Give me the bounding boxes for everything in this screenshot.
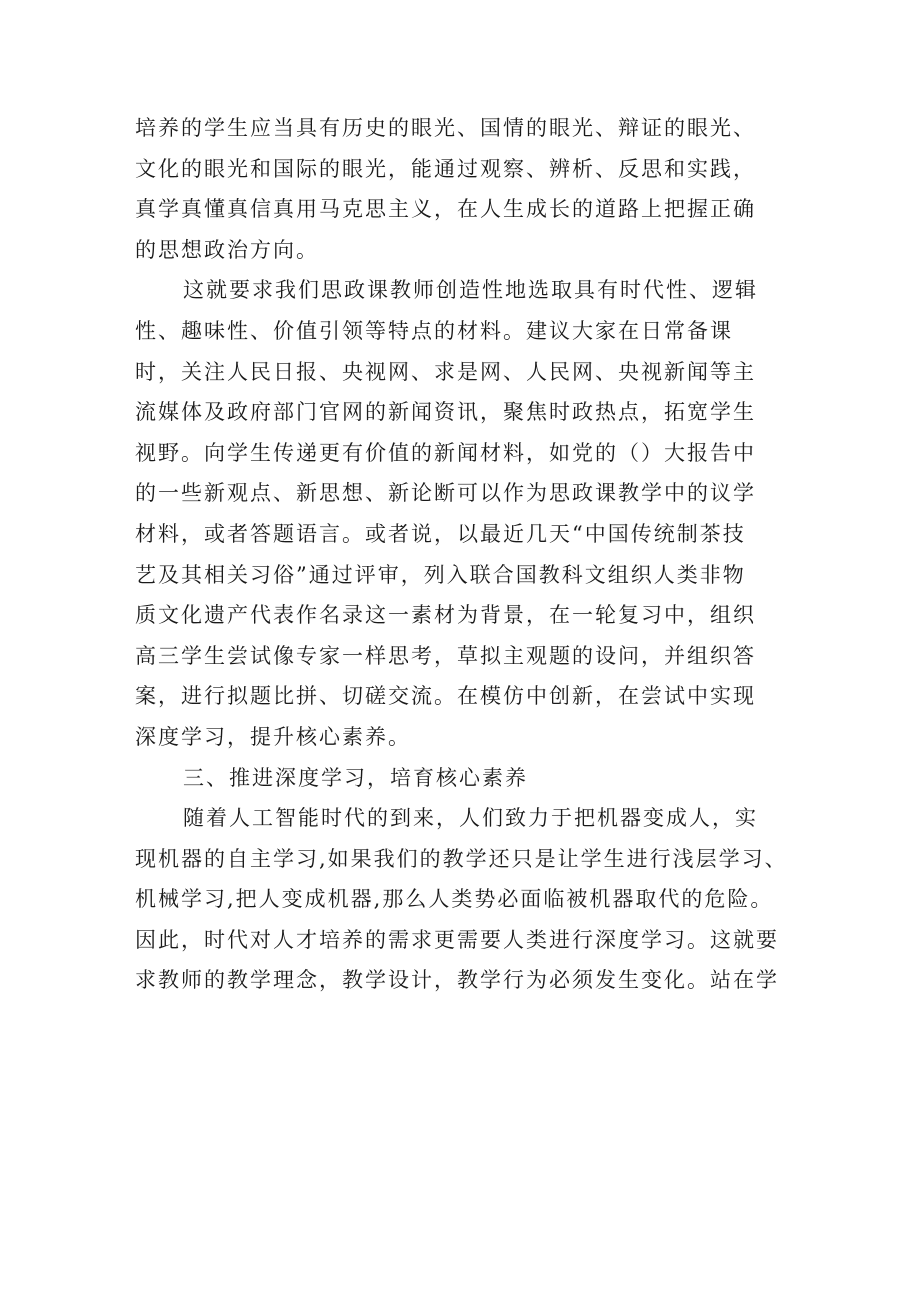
text-line: 文化的眼光和国际的眼光，能通过观察、辨析、反思和实践， (135, 156, 756, 181)
text-line: 视野。向学生传递更有价值的新闻材料，如党的（）大报告中 (135, 440, 756, 465)
text-line: 质文化遗产代表作名录这一素材为背景，在一轮复习中，组织 (135, 603, 756, 628)
text-line: 机械学习,把人变成机器,那么人类势必面临被机器取代的危险。 (135, 887, 774, 912)
text-line: 真学真懂真信真用马克思主义，在人生成长的道路上把握正确 (135, 197, 756, 222)
section-heading: 三、推进深度学习，培育核心素养 (183, 765, 528, 790)
text-line: 的一些新观点、新思想、新论断可以作为思政课教学中的议学 (135, 481, 756, 506)
text-line: 因此，时代对人才培养的需求更需要人类进行深度学习。这就要 (135, 927, 779, 952)
text-line: 深度学习，提升核心素养。 (135, 724, 411, 749)
paragraph-first-line: 这就要求我们思政课教师创造性地选取具有时代性、逻辑 (183, 278, 758, 303)
text-line: 性、趣味性、价值引领等特点的材料。建议大家在日常备课 (135, 318, 733, 343)
text-line: 材料，或者答题语言。或者说，以最近几天“中国传统制茶技 (135, 521, 746, 546)
text-line: 案，进行拟题比拼、切磋交流。在模仿中创新，在尝试中实现 (135, 684, 756, 709)
text-line: 时，关注人民日报、央视网、求是网、人民网、央视新闻等主 (135, 359, 756, 384)
text-line: 现机器的自主学习,如果我们的教学还只是让学生进行浅层学习、 (135, 846, 788, 871)
text-line: 流媒体及政府部门官网的新闻资讯，聚焦时政热点，拓宽学生 (135, 400, 756, 425)
text-line: 培养的学生应当具有历史的眼光、国情的眼光、辩证的眼光、 (135, 116, 756, 140)
body-text (135, 108, 795, 1001)
text-line: 求教师的教学理念，教学设计，教学行为必须发生变化。站在学 (135, 968, 779, 993)
text-line: 的思想政治方向。 (135, 237, 319, 262)
paragraph-first-line: 随着人工智能时代的到来，人们致力于把机器变成人，实 (183, 806, 758, 831)
text-line: 高三学生尝试像专家一样思考，草拟主观题的设问，并组织答 (135, 643, 756, 668)
text-line: 艺及其相关习俗”通过评审，列入联合国教科文组织人类非物 (135, 562, 746, 587)
